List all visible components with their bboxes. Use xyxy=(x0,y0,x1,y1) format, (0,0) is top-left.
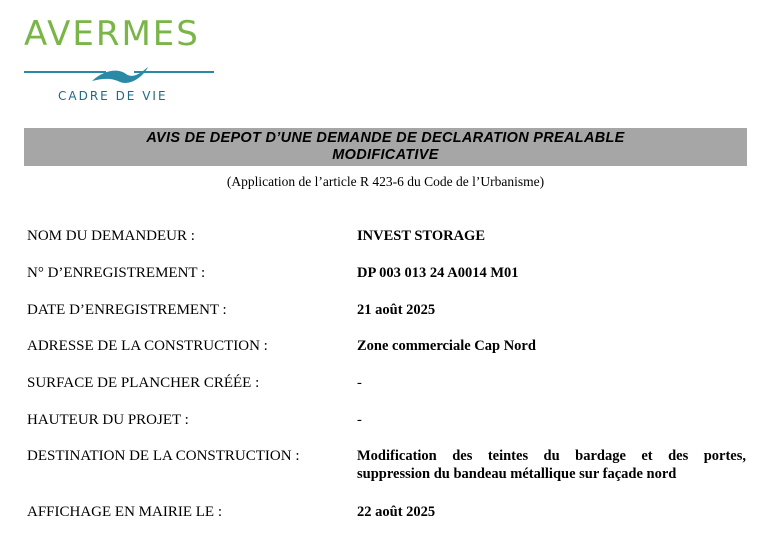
surface-label: SURFACE DE PLANCHER CRÉÉE : xyxy=(27,375,260,391)
hauteur-value: - xyxy=(357,412,362,428)
date-label: DATE D’ENREGISTREMENT : xyxy=(27,302,227,318)
logo-tagline: CADRE DE VIE xyxy=(58,89,168,103)
hauteur-label: HAUTEUR DU PROJET : xyxy=(27,412,189,428)
demandeur-value: INVEST STORAGE xyxy=(357,228,486,244)
notice-title-line2: MODIFICATIVE xyxy=(332,147,439,163)
logo-wordmark: AVERMES xyxy=(24,14,200,54)
legal-reference: (Application de l’article R 423-6 du Code de l’Urbanisme) xyxy=(226,174,545,189)
destination-value xyxy=(357,447,746,483)
avermes-logo xyxy=(22,14,218,106)
surface-value: - xyxy=(357,375,362,391)
destination-label: DESTINATION DE LA CONSTRUCTION : xyxy=(27,448,300,464)
destination-value-line2: suppression du bandeau métallique sur façade nord xyxy=(357,466,677,482)
enregistrement-label: N° D’ENREGISTREMENT : xyxy=(27,265,206,281)
enregistrement-value: DP 003 013 24 A0014 M01 xyxy=(357,265,519,281)
affichage-value: 22 août 2025 xyxy=(357,504,436,520)
affichage-label: AFFICHAGE EN MAIRIE LE : xyxy=(27,504,222,520)
date-value: 21 août 2025 xyxy=(357,302,436,318)
adresse-label: ADRESSE DE LA CONSTRUCTION : xyxy=(27,338,268,354)
notice-title-banner xyxy=(24,128,747,166)
adresse-value: Zone commerciale Cap Nord xyxy=(357,338,536,354)
notice-title-line1: AVIS DE DEPOT D’UNE DEMANDE DE DECLARATION PREALABLE xyxy=(146,130,625,146)
demandeur-label: NOM DU DEMANDEUR : xyxy=(27,228,195,244)
destination-value-line1: Modification des teintes du bardage et des portes, xyxy=(357,448,746,464)
